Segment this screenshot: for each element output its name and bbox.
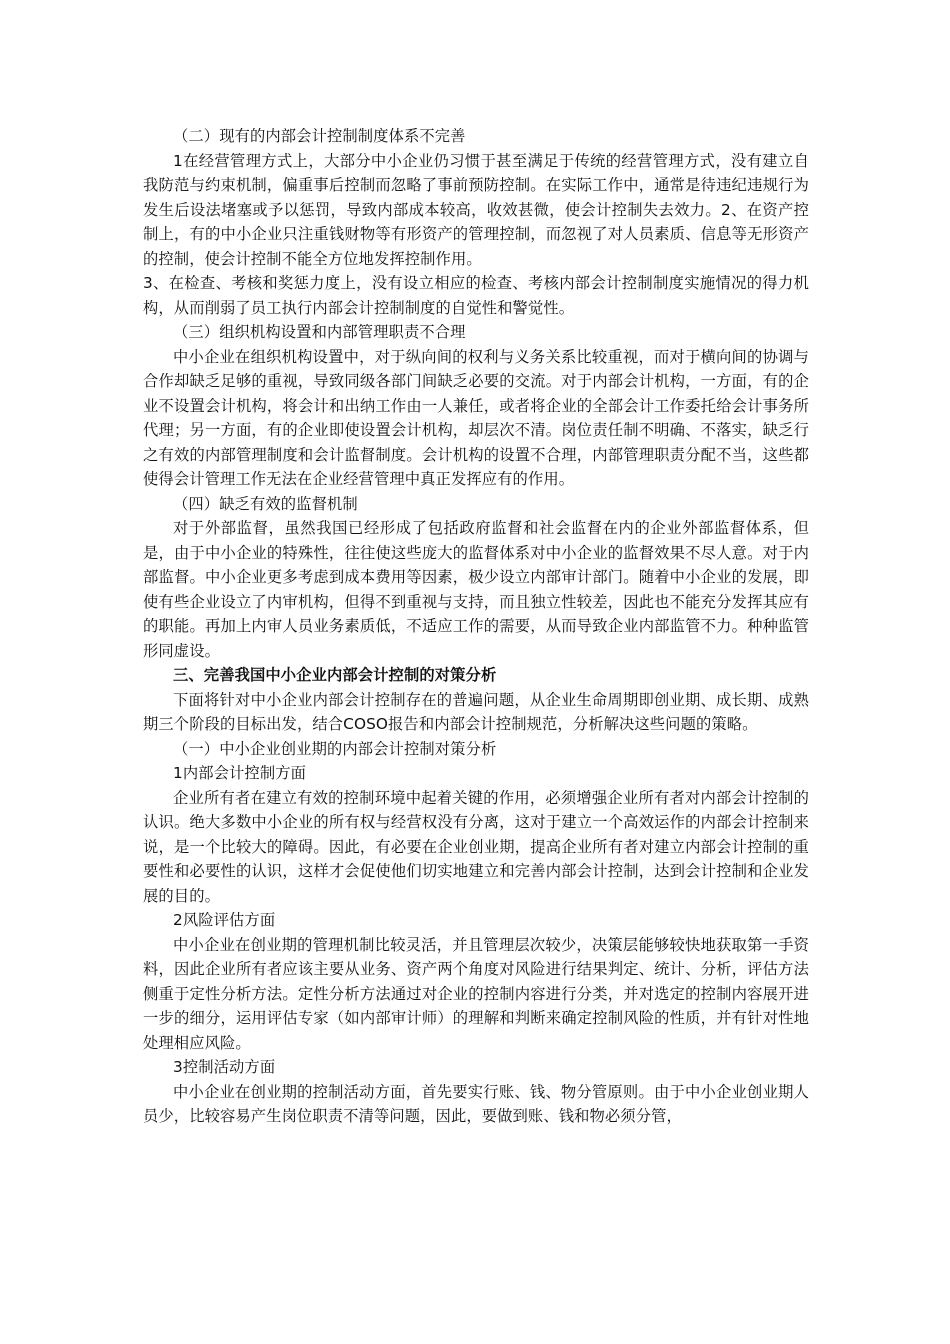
item-heading-1: 1内部会计控制方面 (173, 764, 307, 782)
paragraph: 下面将针对中小企业内部会计控制存在的普遍问题，从企业生命周期即创业期、成长期、成熟期三个阶段的目标出发，结合COSO报告和内部会计控制规范，分析解决这些问题的策略。 (143, 690, 809, 733)
section-heading-2: （二）现有的内部会计控制制度体系不完善 (173, 127, 466, 145)
paragraph: 中小企业在创业期的控制活动方面，首先要实行账、钱、物分管原则。由于中小企业创业期人员少，比较容易产生岗位职责不清等问题，因此，要做到账、钱和物必须分管， (143, 1082, 809, 1125)
paragraph: 1在经营管理方式上，大部分中小企业仍习惯于甚至满足于传统的经营管理方式，没有建立自我防范与约束机制，偏重事后控制而忽略了事前预防控制。在实际工作中，通常是待违纪违规行为发生后设法堵塞或予以惩罚，导致内部成本较高，收效甚微，使会计控制失去效力。2、在资产控制上，有的中小企业只注重钱财物等有形资产的管理控制，而忽视了对人员素质、信息等无形资产的控制，使会计控制不能全方位地发挥控制作用。 (143, 151, 809, 268)
paragraph: 中小企业在组织机构设置中，对于纵向间的权利与义务关系比较重视，而对于横向间的协调与合作却缺乏足够的重视，导致同级各部门间缺乏必要的交流。对于内部会计机构，一方面，有的企业不设置会计机构，将会计和出纳工作由一人兼任，或者将企业的全部会计工作委托给会计事务所代理；另一方面，有的企业即使设置会计机构，却层次不清。岗位责任制不明确、不落实，缺乏行之有效的内部管理制度和会计监督制度。会计机构的设置不合理，内部管理职责分配不当，这些都使得会计管理工作无法在企业经营管理中真正发挥应有的作用。 (143, 347, 809, 488)
item-heading-3: 3控制活动方面 (173, 1058, 276, 1076)
subsection-heading-1: （一）中小企业创业期的内部会计控制对策分析 (173, 739, 497, 758)
paragraph: 中小企业在创业期的管理机制比较灵活，并且管理层次较少，决策层能够较快地获取第一手资料，因此企业所有者应该主要从业务、资产两个角度对风险进行结果判定、统计、分析，评估方法侧重于定性分析方法。定性分析方法通过对企业的控制内容进行分类，并对选定的控制内容展开进一步的细分，运用评估专家（如内部审计师）的理解和判断来确定控制风险的性质，并有针对性地处理相应风险。 (143, 935, 809, 1052)
paragraph: 3、在检查、考核和奖惩力度上，没有设立相应的检查、考核内部会计控制制度实施情况的得力机构，从而削弱了员工执行内部会计控制制度的自觉性和警觉性。 (143, 274, 809, 317)
document-body (143, 124, 809, 1129)
paragraph: 对于外部监督，虽然我国已经形成了包括政府监督和社会监督在内的企业外部监督体系，但是，由于中小企业的特殊性，往往使这些庞大的监督体系对中小企业的监督效果不尽人意。对于内部监督。中小企业更多考虑到成本费用等因素，极少设立内部审计部门。随着中小企业的发展，即使有些企业设立了内审机构，但得不到重视与支持，而且独立性较差，因此也不能充分发挥其应有的职能。再加上内审人员业务素质低，不适应工作的需要，从而导致企业内部监管不力。种种监管形同虚设。 (143, 519, 809, 660)
item-heading-2: 2风险评估方面 (173, 911, 276, 929)
section-heading-3: （三）组织机构设置和内部管理职责不合理 (173, 323, 466, 341)
section-heading-4: （四）缺乏有效的监督机制 (173, 494, 358, 513)
chapter-heading-3: 三、完善我国中小企业内部会计控制的对策分析 (173, 666, 497, 684)
paragraph: 企业所有者在建立有效的控制环境中起着关键的作用，必须增强企业所有者对内部会计控制的认识。绝大多数中小企业的所有权与经营权没有分离，这对于建立一个高效运作的内部会计控制来说，是一个比较大的障碍。因此，有必要在企业创业期，提高企业所有者对建立内部会计控制的重要性和必要性的认识，这样才会促使他们切实地建立和完善内部会计控制，达到会计控制和企业发展的目的。 (143, 788, 809, 905)
